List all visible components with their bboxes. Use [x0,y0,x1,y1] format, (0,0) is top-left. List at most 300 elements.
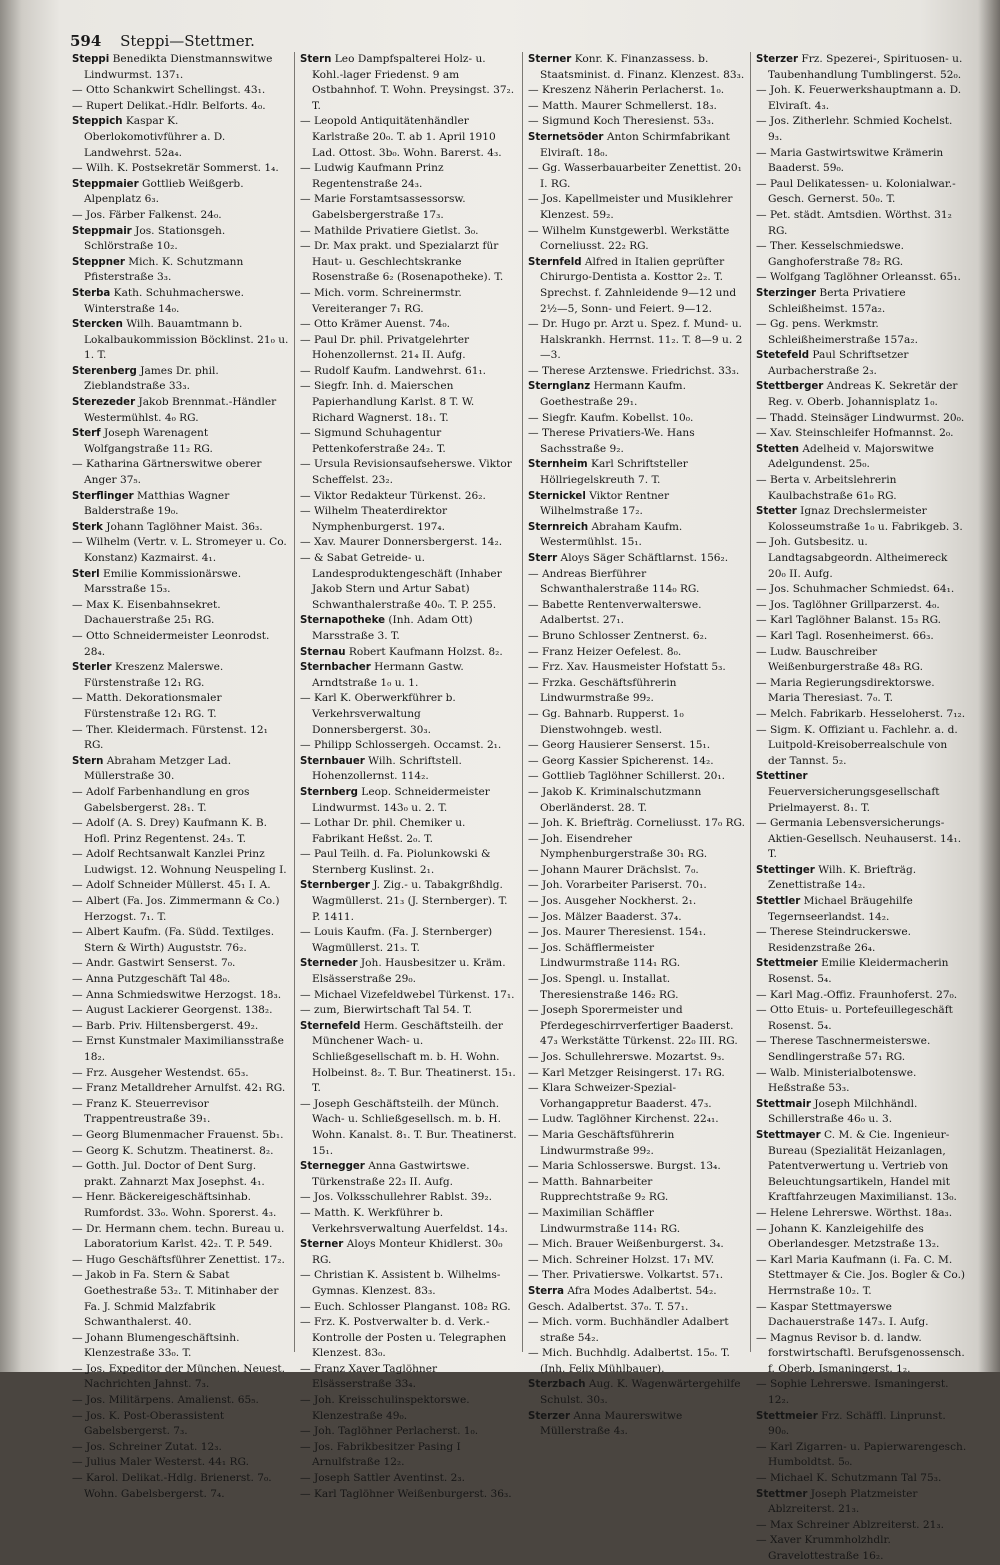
entry-text: — Gotth. Jul. Doctor of Dent Surg. prakt. Zahnarzt Max Josephst. 4₁. [72,1160,265,1188]
entry-text: — Franz Heizer Oefelest. 8₀. [528,645,682,658]
entry-surname: Sternapotheke [300,615,386,627]
entry-text: — Jos. Färber Falkenst. 24₀. [72,208,222,221]
entry-text: — Karl Taglöhner Balanst. 15₃ RG. [756,614,942,627]
directory-entry [756,956,968,987]
entry-text: — Jos. Schreiner Zutat. 12₃. [72,1440,222,1453]
directory-entry [756,1487,968,1518]
entry-text: — Euch. Schlosser Planganst. 108₂ RG. [300,1300,511,1313]
entry-text: — Jos. Schäfflermeister Lindwurmstraße 114₁ RG. [528,941,681,970]
entry-text: — Viktor Redakteur Türkenst. 26₂. [300,489,486,502]
directory-entry [300,192,518,223]
directory-entry [300,333,518,364]
directory-entry [528,1003,746,1050]
entry-text: — Adolf Farbenhandlung en gros Gabelsbergerst. 28₁. T. [72,785,250,814]
entry-surname: Stettmeier [756,958,818,970]
directory-entry [72,723,290,754]
directory-entry [72,114,290,161]
directory-entry [72,317,290,364]
entry-text: — Wilh. K. Postsekretär Sommerst. 1₄. [72,162,279,175]
entry-text: — Matth. Maurer Schmellerst. 18₃. [528,99,717,112]
entry-text: — Joh. Eisendreher Nymphenburgerstraße 30₁ RG. [528,832,708,861]
directory-entry [528,489,746,520]
entry-text: — Xav. Steinschleifer Hofmannst. 2₀. [756,427,954,440]
entry-surname: Stettmair [756,1098,811,1110]
entry-surname: Sterk [72,521,103,533]
directory-entry [528,364,746,380]
entry-text: — Joh. Taglöhner Perlacherst. 1₀. [300,1425,479,1438]
entry-text: — Johann Maurer Drächslst. 7₀. [528,863,699,876]
entry-surname: Sternbacher [300,662,371,674]
entry-text: — Barb. Priv. Hiltensbergerst. 49₂. [72,1019,259,1032]
directory-entry [300,489,518,505]
entry-surname: Sterba [72,287,111,299]
entry-text: — Joh. Vorarbeiter Pariserst. 70₁. [528,879,707,892]
entry-text: James Dr. phil. Zieblandstraße 33₃. [84,364,219,393]
directory-entry [72,1409,290,1440]
entry-text: — Ludw. Bauschreiber Weißenburgerstraße 48₃ RG. [756,645,923,674]
directory-entry [528,1346,746,1377]
entry-surname: Stettmeier [756,1410,818,1422]
entry-surname: Sternheim [528,459,588,471]
directory-entry [528,551,746,567]
entry-surname: Stetten [756,443,800,455]
directory-entry [528,629,746,645]
entry-surname: Sterenberg [72,365,137,377]
directory-entry [756,239,968,270]
entry-text: — Michael K. Schutzmann Tal 75₃. [756,1472,942,1485]
directory-entry [300,1097,518,1159]
entry-text: — Leopold Antiquitätenhändler Karlstraße 20₀. T. ab 1. April 1910 Lad. Ottost. 3b₀. Wohn. Barerst. 4₃. [300,115,502,159]
directory-entry [72,816,290,847]
entry-text: — zum, Bierwirtschaft Tal 54. T. [300,1004,472,1017]
entry-text: Benedikta Dienstmannswitwe Lindwurmst. 137₁. [84,53,273,81]
directory-entry [72,567,290,598]
entry-text: — Albert Kaufm. (Fa. Südd. Textilges. Stern & Wirth) Auguststr. 76₂. [72,926,275,954]
entry-text: — Georg Blumenmacher Frauenst. 5b₁. [72,1128,284,1141]
directory-entry [756,1066,968,1097]
directory-entry [756,1003,968,1034]
entry-text: — Sigmund Koch Theresienst. 53₃. [528,115,715,128]
entry-text: — Therese Steindruckerswe. Residenzstraße 26₄. [756,926,912,954]
directory-entry [756,286,968,317]
entry-text: — Dr. Hugo pr. Arzt u. Spez. f. Mund- u. Halskrankh. Herrnst. 11₂. T. 8—9 u. 2—3. [528,318,743,362]
entry-text: Abraham Kaufm. Westermühlst. 15₁. [540,520,683,549]
entry-surname: Sterr [528,553,558,564]
directory-entry [528,1206,746,1237]
directory-entry [72,52,290,83]
directory-entry [72,286,290,317]
entry-text: Konr. K. Finanzassess. b. Staatsminist. d. Finanz. Klenzest. 83₃. [540,53,745,81]
directory-entry [300,52,518,114]
directory-entry [300,738,518,754]
entry-text: — Maria Schlosserswe. Burgst. 13₄. [528,1160,721,1173]
entry-text: — Jos. Militärpens. Amalienst. 65₅. [72,1394,259,1407]
entry-text: — Katharina Gärtnerswitwe oberer Anger 37₅. [72,458,262,487]
directory-entry [756,1471,968,1487]
entry-text: — Johann Blumengeschäftsinh. Klenzestraße 33₀. T. [72,1331,240,1360]
directory-entry [756,676,968,707]
directory-entry [72,1268,290,1330]
entry-text: Feuerversicherungsgesellschaft Prielmayerst. 8₁. T. [768,785,940,814]
entry-text: Adelheid v. Majorswitwe Adelgundenst. 25₀. [768,442,934,471]
directory-entry [72,691,290,722]
directory-entry [300,1237,518,1268]
directory-entry [756,504,968,535]
entry-surname: Stern [72,755,104,767]
entry-text: — Siegfr. Kaufm. Kobellst. 10₀. [528,411,694,424]
directory-entry [756,1034,968,1065]
entry-text: Alfred in Italien geprüfter Chirurgo-Dentista a. Kosttor 2₂. T. Sprechst. f. Zahnleidende 9—12 und 2½—5, Sonn- und Feiert. 9—12. [540,255,737,315]
entry-text: — Paul Delikatessen- u. Kolonialwar.-Gesch. Gernerst. 50₀. T. [756,177,956,206]
directory-entry [528,114,746,130]
entry-text: — Joseph Geschäftsteilh. der Münch. Wach- u. Schließgesellsch. m. b. H. Wohn. Kanalst. 8₁. T. Bur. Theatinerst. 15₁. [300,1097,517,1157]
directory-entry [72,1003,290,1019]
directory-entry [72,1144,290,1160]
entry-text: — Paul Teilh. d. Fa. Piolunkowski & Sternberg Kuslinst. 2₁. [300,848,491,876]
entry-text: — Wilhelm Kunstgewerbl. Werkstätte Corneliusst. 22₂ RG. [528,224,730,253]
entry-surname: Sterezeder [72,397,136,409]
directory-entry [756,1128,968,1206]
directory-entry [528,1315,746,1346]
entry-surname: Stern [300,54,332,65]
directory-entry [528,161,746,192]
entry-surname: Stettinger [756,864,815,876]
entry-text: — Mich. vorm. Buchhändler Adalbert straße 54₂. [528,1316,729,1344]
directory-entry [72,364,290,395]
entry-surname: Stettmer [756,1488,808,1500]
entry-text: — Frz. Xav. Hausmeister Hofstatt 5₃. [528,661,726,674]
entry-text: — Franz K. Steuerrevisor Trappentreustraße 39₁. [72,1097,211,1126]
entry-surname: Sternglanz [528,381,591,393]
entry-surname: Stettmayer [756,1129,821,1141]
entry-surname: Sterl [72,568,100,580]
entry-text: — Magnus Revisor b. d. landw. forstwirtschaftl. Berufsgenossensch. f. Oberb. Ismaningerst. 1₂. [756,1331,965,1375]
directory-entry [300,1487,518,1503]
directory-entry [528,1268,746,1284]
entry-surname: Stettiner [756,771,808,783]
directory-entry [300,1206,518,1237]
entry-text: C. M. & Cie. Ingenieur-Bureau (Spezialität Heizanlagen, Patentverwertung u. Vertrieb von Beleuchtungsartikeln, Handel mit Kraftfahrzeugen Maximilianst. 13₀. [768,1128,957,1204]
column-divider [522,52,523,1352]
entry-text: — Louis Kaufm. (Fa. J. Sternberger) Wagmüllerst. 21₃. T. [300,926,493,954]
entry-text: — Therese Privatiers-We. Hans Sachsstraße 9₂. [528,427,695,455]
entry-text: — Sigmund Schuhagentur Pettenkoferstraße 24₂. T. [300,427,446,455]
column-2 [300,52,518,1500]
directory-entry [528,894,746,910]
directory-entry [300,847,518,878]
entry-text: Andreas K. Sekretär der Reg. v. Oberb. Johannisplatz 1₀. [768,380,958,409]
directory-entry [300,754,518,785]
directory-entry [300,1003,518,1019]
entry-surname: Sternefeld [300,1020,361,1032]
directory-entry [72,520,290,536]
directory-entry [528,972,746,1003]
directory-entry [528,910,746,926]
entry-text: — Jos. Taglöhner Grillparzerst. 4₀. [756,598,940,611]
directory-entry [300,613,518,644]
entry-text: Michael Bräugehilfe Tegernseerlandst. 14₂. [768,895,913,923]
directory-entry [756,816,968,863]
directory-entry [528,925,746,941]
entry-surname: Steppmaier [72,178,139,190]
entry-text: — Sophie Lehrerswe. Ismaningerst. 12₂. [756,1378,949,1407]
entry-text: — Karl K. Oberwerkführer b. Verkehrsverwaltung Donnersbergerst. 30₃. [300,692,456,736]
directory-entry [72,1066,290,1082]
directory-entry [300,426,518,457]
entry-text: Anna Maurerswitwe Müllerstraße 4₃. [540,1409,683,1438]
entry-text: — Ther. Kesselschmiedswe. Ganghoferstraße 78₂ RG. [756,240,905,268]
directory-entry [528,1409,746,1440]
entry-text: — Gg. pens. Werkmstr. Schleißheimerstraße 157a₂. [756,318,918,346]
directory-entry [72,1440,290,1456]
directory-entry [72,255,290,286]
entry-text: Frz. Schäffl. Linprunst. 90₀. [768,1409,946,1438]
directory-entry [528,941,746,972]
column-divider [294,52,295,1352]
entry-text: — Karl Tagl. Rosenheimerst. 66₃. [756,629,934,642]
directory-entry [300,364,518,380]
directory-entry [528,676,746,707]
directory-entry [528,863,746,879]
directory-entry [72,1331,290,1362]
directory-entry [72,1019,290,1035]
entry-text: Emilie Kommissionärswe. Marsstraße 15₃. [84,567,242,596]
directory-entry [528,1175,746,1206]
entry-text: — Joseph Sattler Aventinst. 2₃. [300,1472,465,1485]
directory-entry [300,1471,518,1487]
entry-text: — Frz. K. Postverwalter b. d. Verk.-Kontrolle der Posten u. Telegraphen Klenzest. 83₀. [300,1316,507,1360]
directory-entry [72,1393,290,1409]
entry-text: — Joh. Gutsbesitz. u. Landtagsabgeordn. Altheimereck 20₀ II. Aufg. [756,536,948,580]
page-edge-shadow [978,0,1000,1372]
directory-entry [528,1284,746,1300]
entry-surname: Sternberg [300,786,358,798]
entry-surname: Sterzer [756,54,799,65]
directory-entry [528,52,746,83]
directory-entry [528,457,746,488]
entry-text: Aloys Säger Schäftlarnst. 156₂. [557,552,729,564]
directory-entry [528,1128,746,1159]
entry-surname: Stercken [72,319,123,331]
entry-text: — Jos. Kapellmeister und Musiklehrer Klenzest. 59₂. [528,193,733,221]
entry-surname: Stetefeld [756,350,810,362]
entry-text: — Mich. Schreiner Holzst. 17₁ MV. [528,1253,715,1266]
entry-text: Karl Schriftsteller Höllriegelskreuth 7. T. [540,458,688,487]
directory-entry [528,83,746,99]
directory-entry [72,457,290,488]
entry-surname: Steppner [72,256,125,268]
directory-entry [528,769,746,785]
directory-entry [72,925,290,956]
entry-text: Joh. Hausbesitzer u. Kräm. Elsässerstraße 29₀. [312,957,506,986]
entry-text: — Adolf (A. S. Drey) Kaufmann K. B. Hofl. Prinz Regentenst. 24₃. T. [72,817,268,845]
directory-entry [300,691,518,738]
entry-text: — Thadd. Steinsäger Lindwurmst. 20₀. [756,411,965,424]
directory-entry [300,317,518,333]
directory-entry [756,707,968,723]
directory-entry [72,99,290,115]
entry-surname: Sterler [72,662,112,674]
entry-text: — Julius Maler Westerst. 44₁ RG. [72,1456,249,1469]
directory-entry [72,847,290,878]
column-divider [750,52,751,1352]
entry-text: — Karl Taglöhner Weißenburgerst. 36₃. [300,1487,512,1500]
entry-text: — Georg Hausierer Senserst. 15₁. [528,739,711,752]
column-4 [756,52,968,1562]
directory-entry [756,629,968,645]
directory-entry [756,473,968,504]
directory-entry [756,411,968,427]
directory-entry [72,535,290,566]
entry-text: — Gottlieb Taglöhner Schillerst. 20₁. [528,770,725,783]
entry-text: Gesch. Adalbertst. 37₀. T. 57₁. [528,1300,689,1313]
directory-entry [528,520,746,551]
directory-entry [756,317,968,348]
entry-text: — Matth. Bahnarbeiter Rupprechtstraße 9₂ RG. [528,1175,669,1204]
entry-surname: Sterflinger [72,490,134,502]
entry-text: Joseph Milchhändl. Schillerstraße 46₀ u. 3. [768,1097,918,1126]
entry-text: — Gg. Bahnarb. Rupperst. 1₀ Dienstwohngeb. westl. [528,707,684,736]
entry-surname: Sterzbach [528,1379,586,1391]
directory-entry [72,878,290,894]
directory-entry [528,1377,746,1408]
entry-text: — Otto Schankwirt Schellingst. 43₁. [72,84,266,97]
entry-text: — Max K. Eisenbahnsekret. Dachauerstraße 25₁ RG. [72,598,221,627]
entry-text: — Melch. Fabrikarb. Hesseloherst. 7₁₂. [756,707,966,720]
directory-entry [528,1300,746,1316]
directory-entry [528,567,746,598]
entry-text: — August Lackierer Georgenst. 138₂. [72,1004,273,1017]
entry-surname: Steppi [72,54,110,65]
directory-entry [300,457,518,488]
entry-text: Kreszenz Malerswe. Fürstenstraße 12₁ RG. [84,661,224,689]
entry-text: — Frzka. Geschäftsführerin Lindwurmstraße 99₂. [528,676,677,705]
entry-surname: Sternreich [528,521,589,533]
entry-text: Aloys Monteur Khidlerst. 30₀ RG. [312,1238,503,1266]
directory-entry [72,660,290,691]
entry-surname: Sterneder [300,958,358,970]
directory-entry [72,1190,290,1221]
directory-entry [300,645,518,661]
entry-text: — Otto Etuis- u. Portefeuillegeschäft Rosenst. 5₄. [756,1004,953,1032]
directory-entry [756,1222,968,1253]
entry-text: — Matth. Dekorationsmaler Fürstenstraße 12₁ RG. T. [72,692,222,720]
entry-text: — Mich. Brauer Weißenburgerst. 3₄. [528,1238,724,1251]
entry-text: — Karl Maria Kaufmann (i. Fa. C. M. Stettmayer & Cie. Jos. Bogler & Co.) Herrnstraße 10₂. T. [756,1253,966,1297]
directory-entry [300,161,518,192]
entry-text: — Jos. Volksschullehrer Rablst. 39₂. [300,1191,492,1204]
entry-surname: Sterf [72,428,101,440]
entry-text: — Anna Putzgeschäft Tal 48₀. [72,973,231,986]
directory-entry [756,146,968,177]
entry-text: — Georg K. Schutzm. Theatinerst. 8₂. [72,1144,274,1157]
entry-text: — Frz. Ausgeher Westendst. 65₃. [72,1066,249,1079]
directory-entry [756,426,968,442]
entry-surname: Sternegger [300,1161,365,1173]
directory-entry [300,239,518,286]
directory-entry [300,379,518,426]
directory-entry [300,785,518,816]
directory-entry [756,988,968,1004]
directory-entry [756,1253,968,1300]
entry-text: — Therese Arztenswe. Friedrichst. 33₃. [528,364,740,377]
directory-entry [756,1409,968,1440]
entry-text: — Jos. Expeditor der München. Neuest. Nachrichten Jahnst. 7₃. [72,1362,286,1391]
entry-text: — Dr. Max prakt. und Spezialarzt für Haut- u. Geschlechtskranke Rosenstraße 6₂ (Rosenapotheke). T. [300,240,504,284]
entry-surname: Stettberger [756,381,824,393]
entry-text: — Jos. Zitherlehr. Schmied Kochelst. 9₃. [756,115,953,143]
entry-text: — Helene Lehrerswe. Wörthst. 18a₃. [756,1206,953,1219]
entry-text: — Ludwig Kaufmann Prinz Regentenstraße 24₃. [300,162,444,190]
entry-text: Hermann Gastw. Arndtstraße 1₀ u. 1. [312,661,464,689]
entry-text: Joseph Warenagent Wolfgangstraße 11₂ RG. [84,427,213,455]
page-number: 594 [70,32,102,50]
directory-entry [756,1331,968,1378]
directory-entry [756,1377,968,1408]
entry-text: — Siegfr. Inh. d. Maierschen Papierhandlung Karlst. 8 T. W. Richard Wagnerst. 18₁. T. [300,380,475,424]
directory-entry [528,1066,746,1082]
directory-entry [300,1159,518,1190]
entry-text: Anna Gastwirtswe. Türkenstraße 22₃ II. Aufg. [312,1160,470,1188]
directory-entry [528,224,746,255]
entry-text: Herm. Geschäftsteilh. der Münchener Wach- u. Schließgesellschaft m. b. H. Wohn. Holbeinst. 8₂. T. Bur. Theatinerst. 15₁. T. [312,1019,516,1095]
entry-text: — Jos. Fabrikbesitzer Pasing I Arnulfstraße 12₂. [300,1440,461,1469]
entry-surname: Steppmair [72,225,132,237]
entry-text: Viktor Rentner Wilhelmstraße 17₂. [540,489,670,518]
directory-entry [756,769,968,816]
directory-entry [300,1440,518,1471]
entry-text: — Jos. Mälzer Baaderst. 37₄. [528,910,682,923]
entry-text: Leo Dampfspalterei Holz- u. Kohl.-lager Friedenst. 9 am Ostbahnhof. T. Wohn. Preysingst. 37₂. T. [312,53,515,112]
directory-entry [756,442,968,473]
directory-entry [72,177,290,208]
directory-entry [72,1222,290,1253]
entry-text: Abraham Metzger Lad. Müllerstraße 30. [84,754,232,783]
directory-entry [528,255,746,317]
directory-entry [528,1112,746,1128]
directory-entry [300,286,518,317]
directory-entry [300,1300,518,1316]
entry-surname: Sterra [528,1285,565,1297]
directory-entry [300,1190,518,1206]
entry-text: — Rudolf Kaufm. Landwehrst. 61₁. [300,364,487,377]
entry-text: — Ernst Kunstmaler Maximiliansstraße 18₂. [72,1035,284,1063]
entry-text: — Hugo Geschäftsführer Zenettist. 17₂. [72,1253,285,1266]
entry-text: — Germania Lebensversicherungs-Aktien-Gesellsch. Neuhauserst. 14₁. T. [756,817,962,861]
entry-text: — Maximilian Schäffler Lindwurmstraße 114₁ RG. [528,1206,681,1235]
directory-entry [528,317,746,364]
directory-entry [300,988,518,1004]
directory-entry [300,878,518,925]
entry-text: — Christian K. Assistent b. Wilhelms-Gymnas. Klenzest. 83₃. [300,1269,501,1297]
entry-text: Wilh. Schriftstell. Hohenzollernst. 114₂. [312,754,462,783]
directory-entry [300,1268,518,1299]
entry-text: — Ludw. Taglöhner Kirchenst. 22₄₁. [528,1113,719,1126]
directory-entry [528,738,746,754]
entry-text: Emilie Kleidermacherin Rosenst. 5₄. [768,957,949,986]
entry-text: — Otto Krämer Auenst. 74₀. [300,318,451,331]
directory-entry [72,395,290,426]
directory-entry [528,130,746,161]
entry-text: — Paul Dr. phil. Privatgelehrter Hohenzollernst. 21₄ II. Aufg. [300,333,470,362]
entry-text: — Marie Forstamtsassessorsw. Gabelsbergerstraße 17₃. [300,193,466,221]
entry-text: Jakob Brennmat.-Händler Westermühlst. 4₀ RG. [84,396,277,424]
entry-text: — Therese Taschnermeisterswe. Sendlingerstraße 57₁ RG. [756,1035,931,1063]
entry-text: — Walb. Ministerialbotenswe. Heßstraße 53₃. [756,1066,917,1095]
entry-text: — Wilhelm Theaterdirektor Nymphenburgerst. 197₄. [300,505,448,533]
directory-entry [528,878,746,894]
directory-entry [528,99,746,115]
